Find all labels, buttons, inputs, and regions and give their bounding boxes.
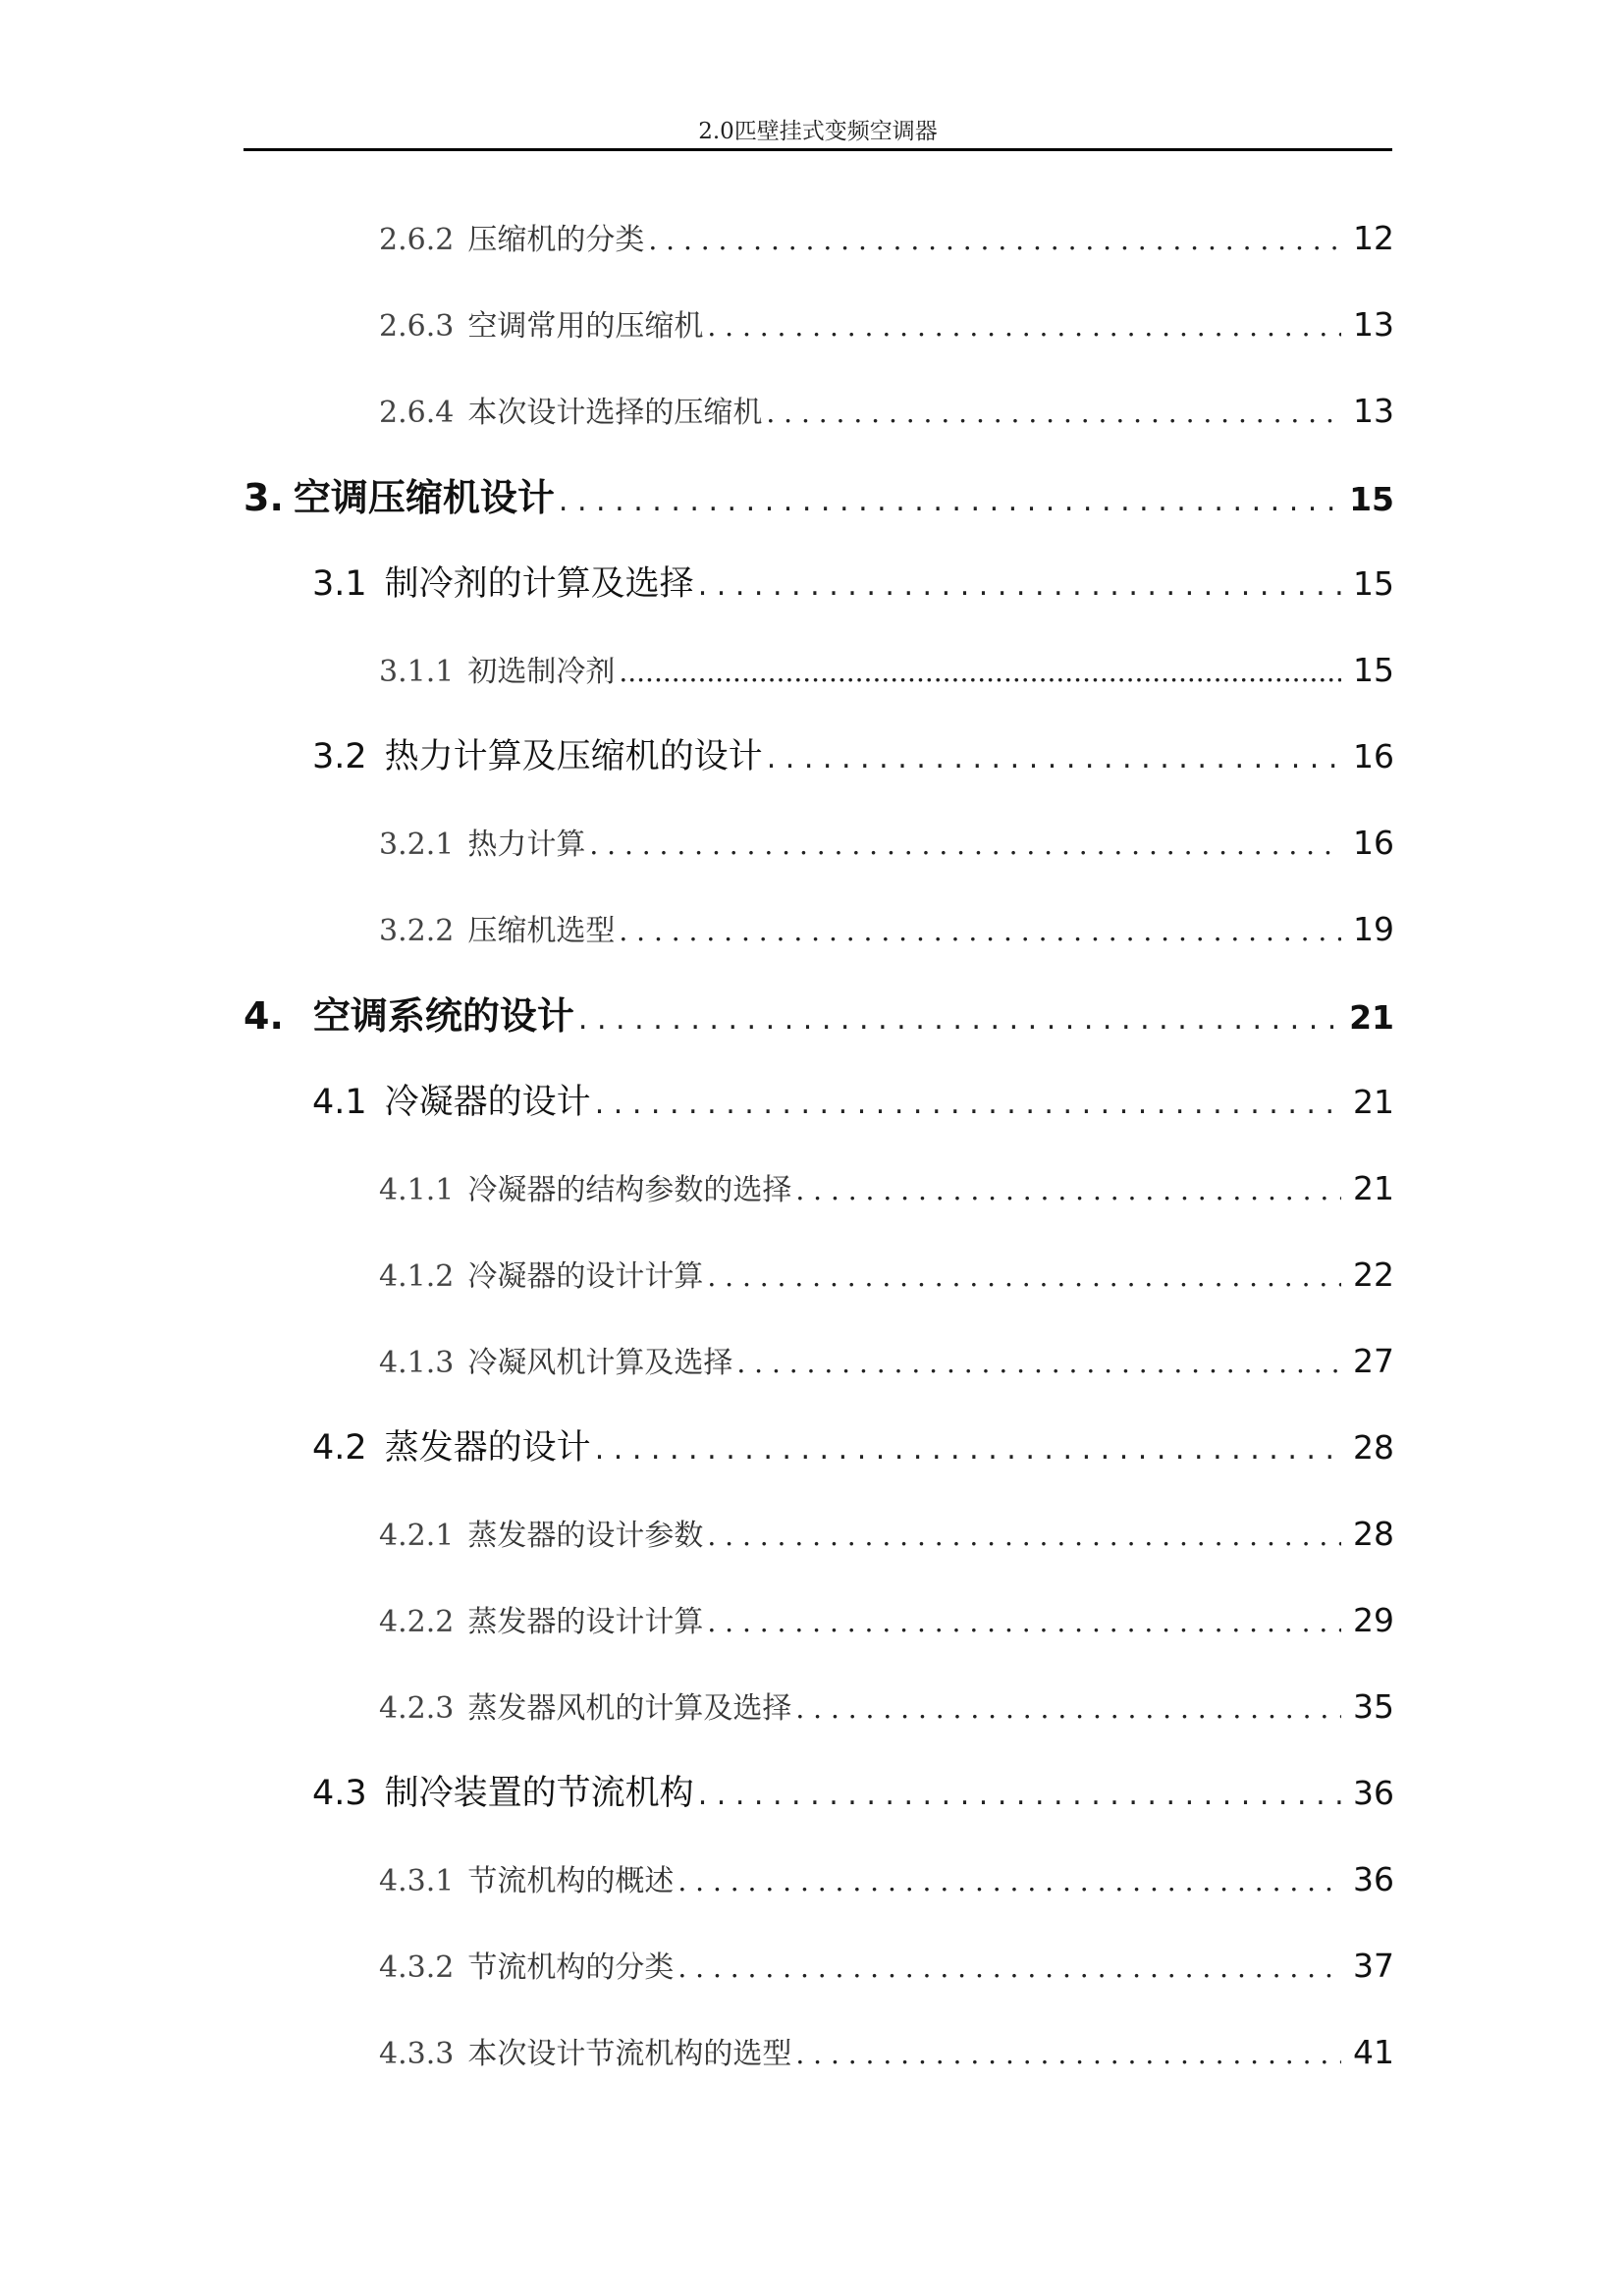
toc-entry-title: 蒸发器的设计	[384, 1428, 591, 1468]
dot-leader	[559, 474, 1341, 525]
toc-page-number: 15	[1353, 564, 1394, 603]
toc-entry-label	[312, 1420, 591, 1475]
dot-leader	[648, 213, 1341, 266]
toc-page-number: 13	[1353, 305, 1394, 344]
dot-leader	[795, 1163, 1341, 1216]
toc-entry-title: 本次设计节流机构的选型	[467, 2037, 792, 2071]
toc-entry-label	[379, 2027, 791, 2080]
toc-page-number: 36	[1353, 1860, 1394, 1898]
toc-entry-label	[379, 299, 703, 352]
toc-entry-number: 4.3.3	[379, 2037, 455, 2071]
toc-entry[interactable]	[379, 1852, 1394, 1907]
toc-entry[interactable]	[379, 1161, 1394, 1216]
toc-entry-title: 初选制冷剂	[467, 655, 616, 689]
toc-page-number: 12	[1353, 219, 1394, 257]
toc-entry[interactable]	[312, 1075, 1394, 1130]
toc-entry-number: 3.1	[312, 564, 367, 604]
toc-entry-label	[312, 1075, 591, 1130]
toc-entry-label	[379, 1854, 674, 1907]
toc-entry-title: 冷凝器的设计计算	[467, 1259, 704, 1294]
toc-page-number: 28	[1353, 1428, 1394, 1467]
toc-entry[interactable]	[379, 1507, 1394, 1562]
toc-page-number: 16	[1353, 737, 1394, 775]
toc-page-number: 19	[1353, 910, 1394, 948]
toc-entry[interactable]	[379, 1334, 1394, 1389]
toc-entry-label	[312, 1766, 694, 1821]
toc-entry-label	[379, 1250, 703, 1303]
toc-entry[interactable]	[379, 1680, 1394, 1735]
running-header: 2.0匹壁挂式变频空调器	[698, 119, 938, 144]
toc-entry-title: 热力计算	[467, 828, 586, 862]
toc-entry-number: 4.2.1	[379, 1519, 455, 1553]
toc-entry-title: 冷凝风机计算及选择	[467, 1346, 733, 1380]
dot-leader	[578, 992, 1341, 1043]
toc-entry[interactable]	[312, 729, 1394, 784]
toc-entry[interactable]	[379, 2025, 1394, 2080]
toc-page-number: 15	[1353, 651, 1394, 689]
dot-leader	[698, 1768, 1341, 1821]
dot-leader	[595, 1422, 1341, 1475]
toc-entry-number: 4.2.2	[379, 1605, 455, 1639]
toc-entry[interactable]	[379, 816, 1394, 871]
dot-leader	[589, 818, 1341, 871]
toc-entry-label	[244, 470, 555, 525]
toc-entry-label	[379, 904, 615, 957]
toc-entry-title: 冷凝器的设计	[384, 1083, 591, 1122]
toc-page-number: 13	[1353, 392, 1394, 430]
toc-entry-number: 4.2.3	[379, 1691, 455, 1726]
dot-leader	[698, 559, 1341, 612]
toc-entry-title: 压缩机选型	[467, 914, 616, 948]
toc-entry-number: 3.2.1	[379, 828, 455, 862]
toc-entry-title: 空调系统的设计	[312, 994, 574, 1038]
toc-entry-title: 空调压缩机设计	[293, 476, 555, 519]
toc-entry-label	[379, 645, 615, 698]
toc-entry-number: 2.6.3	[379, 309, 455, 344]
toc-entry[interactable]	[244, 988, 1394, 1043]
toc-entry-label	[379, 1163, 791, 1216]
toc-page-number: 41	[1353, 2033, 1394, 2071]
toc-entry-number: 4.1	[312, 1083, 367, 1122]
toc-entry[interactable]	[379, 1593, 1394, 1648]
toc-entry-number: 4.3.1	[379, 1864, 455, 1898]
toc-entry-title: 冷凝器的结构参数的选择	[467, 1173, 792, 1207]
toc-entry[interactable]	[312, 557, 1394, 612]
dot-leader	[707, 1250, 1341, 1303]
dot-leader	[736, 1336, 1341, 1389]
toc-entry[interactable]	[379, 384, 1394, 439]
toc-entry-title: 本次设计选择的压缩机	[467, 396, 763, 430]
toc-entry[interactable]	[379, 297, 1394, 352]
toc-entry-number: 4.1.3	[379, 1346, 455, 1380]
toc-entry-number: 2.6.4	[379, 396, 455, 430]
toc-entry-title: 节流机构的分类	[467, 1950, 675, 1985]
toc-entry-label	[379, 1336, 732, 1389]
toc-page-number: 29	[1353, 1601, 1394, 1639]
toc-entry-number: 3.1.1	[379, 655, 455, 689]
toc-entry-number: 2.6.2	[379, 223, 455, 257]
toc-entry[interactable]	[244, 470, 1394, 525]
dot-leader	[619, 904, 1341, 957]
toc-entry[interactable]	[379, 1248, 1394, 1303]
dot-leader	[707, 1509, 1341, 1562]
toc-entry[interactable]	[312, 1420, 1394, 1475]
toc-entry-title: 节流机构的概述	[467, 1864, 675, 1898]
toc-page-number: 16	[1353, 824, 1394, 862]
toc-entry-label	[379, 1682, 791, 1735]
toc-entry[interactable]	[379, 643, 1394, 698]
toc-page-number: 15	[1349, 480, 1394, 518]
toc-page-number: 21	[1349, 998, 1394, 1037]
toc-entry-label	[312, 557, 694, 612]
toc-entry-title: 热力计算及压缩机的设计	[384, 737, 763, 776]
toc-entry-number: 3.	[244, 476, 284, 519]
toc-page-number: 28	[1353, 1515, 1394, 1553]
toc-entry[interactable]	[379, 211, 1394, 266]
toc-entry-title: 制冷装置的节流机构	[384, 1774, 694, 1813]
toc-entry-title: 压缩机的分类	[467, 223, 645, 257]
toc-entry-label	[379, 1595, 703, 1648]
toc-entry-number: 3.2	[312, 737, 367, 776]
toc-entry-number: 4.3.2	[379, 1950, 455, 1985]
toc-entry-title: 空调常用的压缩机	[467, 309, 704, 344]
toc-entry-label	[379, 213, 644, 266]
toc-entry-number: 3.2.2	[379, 914, 455, 948]
dot-leader	[677, 1941, 1341, 1994]
dot-leader	[707, 299, 1341, 352]
toc-entry-title: 蒸发器的设计计算	[467, 1605, 704, 1639]
dot-leader	[677, 1854, 1341, 1907]
toc-entry-number: 4.1.2	[379, 1259, 455, 1294]
toc-entry-number: 4.	[244, 994, 284, 1038]
toc-entry-number: 4.3	[312, 1774, 367, 1813]
toc-entry-title: 制冷剂的计算及选择	[384, 564, 694, 604]
toc-entry-number: 4.1.1	[379, 1173, 455, 1207]
toc-entry[interactable]	[379, 1939, 1394, 1994]
toc-entry-title: 蒸发器的设计参数	[467, 1519, 704, 1553]
toc-entry-title: 蒸发器风机的计算及选择	[467, 1691, 792, 1726]
dot-leader	[795, 1682, 1341, 1735]
dot-leader	[595, 1077, 1341, 1130]
toc-page-number: 27	[1353, 1342, 1394, 1380]
toc-page-number: 36	[1353, 1774, 1394, 1812]
toc-page-number: 37	[1353, 1947, 1394, 1985]
toc-page-number: 21	[1353, 1169, 1394, 1207]
dot-leader	[766, 386, 1341, 439]
toc-page-number: 22	[1353, 1255, 1394, 1294]
toc-entry-label	[379, 818, 585, 871]
toc-entry-label	[244, 988, 574, 1043]
toc-entry-number: 4.2	[312, 1428, 367, 1468]
toc-page-number: 35	[1353, 1687, 1394, 1726]
dot-leader	[619, 645, 1341, 698]
toc-page-number: 21	[1353, 1083, 1394, 1121]
dot-leader	[795, 2027, 1341, 2080]
toc-entry[interactable]	[379, 902, 1394, 957]
dot-leader	[767, 731, 1341, 784]
toc-entry-label	[379, 1509, 703, 1562]
dot-leader	[707, 1595, 1341, 1648]
toc-entry[interactable]	[312, 1766, 1394, 1821]
toc-entry-label	[312, 729, 763, 784]
toc-entry-label	[379, 1941, 674, 1994]
toc-entry-label	[379, 386, 762, 439]
